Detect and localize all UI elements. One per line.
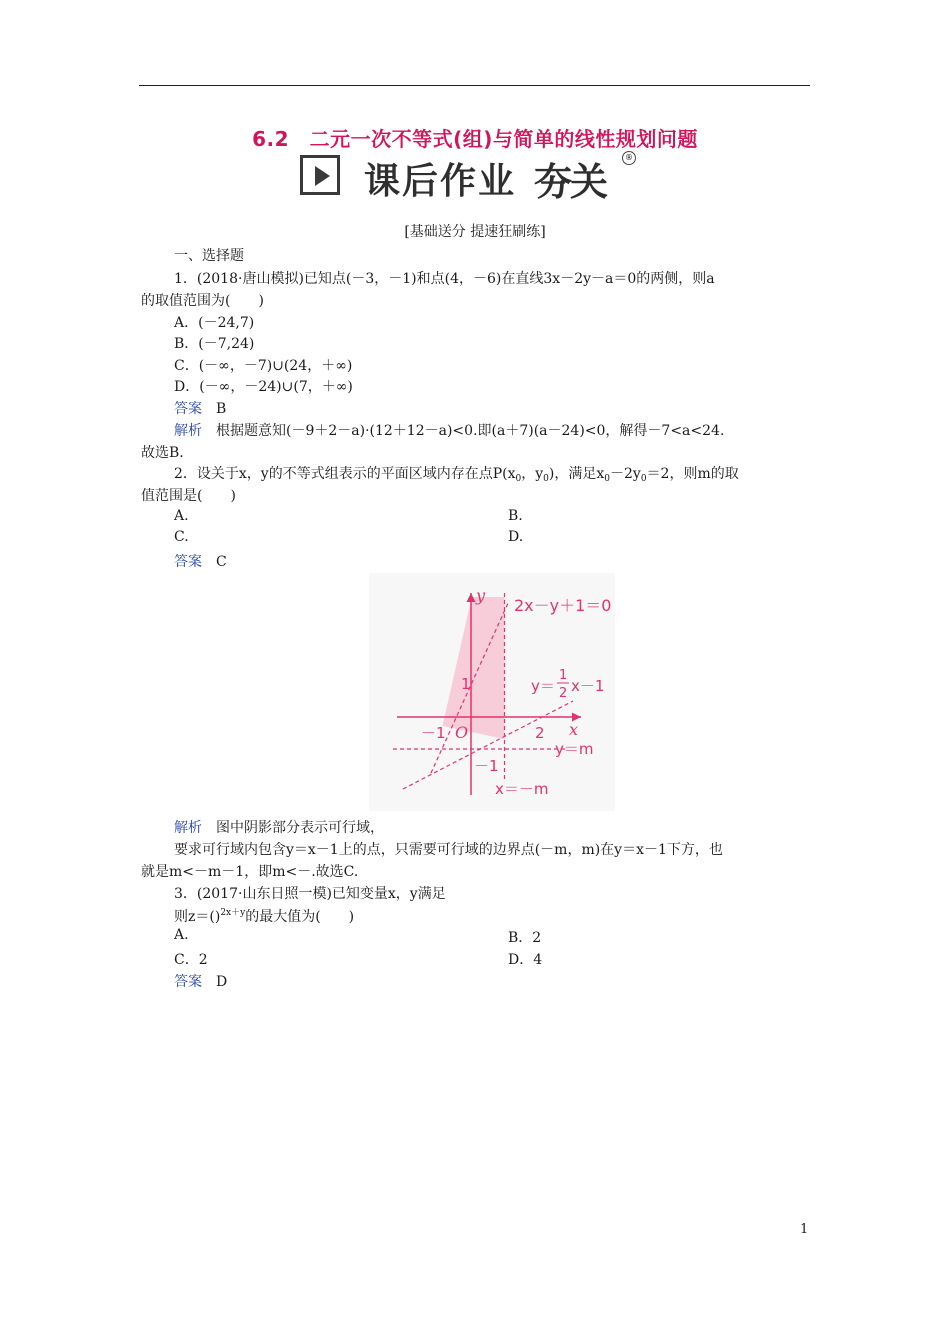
q3-option-d: D．4 bbox=[508, 952, 543, 968]
q2-option-d: D. bbox=[508, 529, 524, 545]
feasible-region-graph bbox=[369, 573, 615, 811]
q1-analysis-cont: 故选B. bbox=[141, 445, 184, 461]
q3-stem: 3．(2017·山东日照一模)已知变量x，y满足 bbox=[174, 886, 446, 902]
analysis-label: 解析 bbox=[174, 423, 202, 439]
answer-value: B bbox=[216, 401, 227, 417]
q3-stem-cont: 则z＝()$^{2x+y}$的最大值为( ) bbox=[174, 908, 355, 925]
line4-label: x＝－m bbox=[495, 780, 549, 798]
line1-label: 2x－y＋1＝0 bbox=[514, 596, 612, 615]
q3-answer bbox=[174, 971, 227, 991]
q2-answer bbox=[174, 551, 227, 571]
graph-svg bbox=[369, 573, 615, 811]
page-number: 1 bbox=[800, 1222, 809, 1237]
tick-neg1-y: －1 bbox=[474, 757, 499, 775]
q1-stem: 1．(2018·唐山模拟)已知点(－3，－1)和点(4，－6)在直线3x－2y－a＝0的两侧，则a bbox=[174, 271, 715, 287]
line2-label-post: x－1 bbox=[571, 677, 605, 695]
tick-2: 2 bbox=[535, 724, 545, 742]
q2-option-a: A. bbox=[174, 508, 189, 524]
play-icon bbox=[300, 155, 340, 195]
homework-banner bbox=[300, 151, 650, 204]
analysis-text: 根据题意知(－9＋2－a)·(12＋12－a)<0.即(a＋7)(a－24)<0，解得－7<a<24. bbox=[216, 423, 725, 439]
analysis-text: 图中阴影部分表示可行域， bbox=[216, 820, 384, 836]
answer-label: 答案 bbox=[174, 554, 202, 570]
registered-mark-icon: ® bbox=[622, 151, 636, 165]
line2-label-pre: y＝ bbox=[531, 677, 555, 695]
line3-label: y＝m bbox=[555, 740, 594, 758]
q1-option-c: C．(－∞，－7)∪(24，＋∞) bbox=[174, 358, 353, 374]
page-title: 6.2 二元一次不等式(组)与简单的线性规划问题 bbox=[252, 127, 698, 151]
answer-value: D bbox=[216, 974, 228, 990]
origin-label: O bbox=[455, 723, 469, 742]
q2-option-b: B. bbox=[508, 508, 523, 524]
section-heading: 一、选择题 bbox=[174, 248, 244, 264]
answer-label: 答案 bbox=[174, 974, 202, 990]
q3-option-c: C．2 bbox=[174, 952, 208, 968]
line2-label-num: 1 bbox=[559, 668, 568, 683]
q2-stem-cont: 值范围是( ) bbox=[141, 488, 236, 504]
q3-option-b: B．2 bbox=[508, 930, 542, 946]
q1-option-d: D．(－∞，－24)∪(7，＋∞) bbox=[174, 379, 353, 395]
analysis-label: 解析 bbox=[174, 820, 202, 836]
answer-label: 答案 bbox=[174, 401, 202, 417]
answer-value: C bbox=[216, 554, 227, 570]
banner-text: 课后作业 bbox=[364, 161, 517, 202]
banner-brand: 夯关 bbox=[534, 160, 607, 204]
q1-stem-cont: 的取值范围为( ) bbox=[141, 293, 264, 309]
y-axis-label: y bbox=[476, 586, 486, 605]
q3-option-a: A. bbox=[174, 927, 189, 943]
tick-neg1-x: －1 bbox=[421, 724, 446, 742]
q1-answer bbox=[174, 398, 226, 418]
q1-option-a: A．(－24,7) bbox=[174, 315, 255, 331]
q1-option-b: B．(－7,24) bbox=[174, 336, 255, 352]
q2-stem: 2．设关于x，y的不等式组表示的平面区域内存在点$P(x_0$，$y_0$)，满足$x_0-2y_0=2$，则m的取 bbox=[174, 466, 739, 484]
q1-analysis bbox=[174, 420, 724, 440]
q2-option-c: C. bbox=[174, 529, 189, 545]
line2-label-den: 2 bbox=[559, 686, 568, 701]
tick-1: 1 bbox=[461, 675, 471, 693]
q2-analysis-cont2: 就是m<－m－1，即m<－.故选C. bbox=[141, 864, 359, 880]
x-axis-label: x bbox=[569, 720, 579, 739]
subtitle: [基础送分 提速狂刷练] bbox=[404, 224, 546, 240]
q2-analysis bbox=[174, 817, 384, 837]
q2-analysis-cont1: 要求可行域内包含y＝x－1上的点，只需要可行域的边界点(－m，m)在y＝x－1下方，也 bbox=[174, 842, 723, 858]
header-rule bbox=[139, 85, 810, 86]
